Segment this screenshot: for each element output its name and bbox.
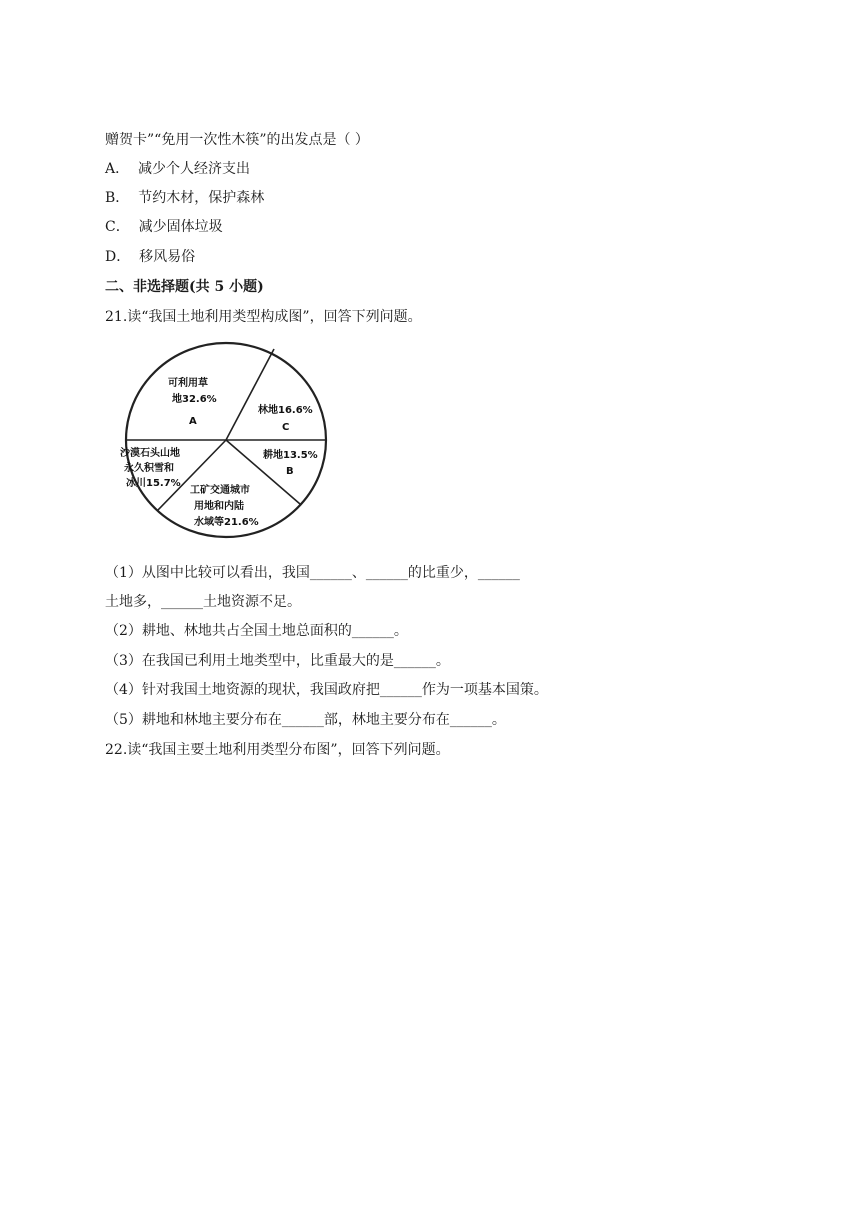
option-a-text: 减少个人经济支出 bbox=[138, 161, 251, 177]
slice-urban-label-line3: 水域等21.6% bbox=[194, 517, 259, 528]
slice-urban-label-line1: 工矿交通城市 bbox=[190, 485, 250, 496]
slice-desert-glacier bbox=[120, 446, 181, 489]
slice-urban-label-line2: 用地和内陆 bbox=[194, 501, 244, 512]
land-use-pie-chart bbox=[112, 340, 342, 550]
option-a-label: A． bbox=[105, 161, 130, 177]
land-use-pie-figure bbox=[112, 340, 342, 550]
question20-stem: 赠贺卡”“免用一次性木筷”的出发点是（ ） bbox=[105, 132, 369, 148]
slice-desert-label-line2: 永久积雪和 bbox=[124, 463, 174, 474]
slice-grassland-letter: A bbox=[189, 416, 197, 427]
slice-farmland-letter: B bbox=[286, 466, 294, 477]
q21-sub1-line2: 土地多，______土地资源不足。 bbox=[105, 594, 301, 610]
slice-grassland-label-line2: 地32.6% bbox=[172, 394, 217, 405]
option-a bbox=[105, 160, 250, 178]
q21-sub4: （4）针对我国土地资源的现状，我国政府把______作为一项基本国策。 bbox=[105, 682, 548, 698]
option-c-label: C． bbox=[105, 219, 130, 235]
q21-sub3: （3）在我国已利用土地类型中，比重最大的是______。 bbox=[105, 653, 450, 669]
question21-stem: 21.读“我国土地利用类型构成图”，回答下列问题。 bbox=[105, 309, 422, 325]
slice-desert-label-line1: 沙漠石头山地 bbox=[120, 448, 180, 459]
q21-sub5: （5）耕地和林地主要分布在______部，林地主要分布在______。 bbox=[105, 712, 506, 728]
option-d bbox=[105, 248, 195, 266]
option-b bbox=[105, 189, 264, 207]
option-c-text: 减少固体垃圾 bbox=[138, 219, 223, 235]
slice-forest-label: 林地16.6% bbox=[258, 405, 313, 416]
option-b-label: B． bbox=[105, 190, 130, 206]
slice-forest-letter: C bbox=[282, 422, 290, 433]
slice-farmland-label: 耕地13.5% bbox=[263, 450, 318, 461]
option-b-text: 节约木材，保护森林 bbox=[138, 190, 265, 206]
option-c bbox=[105, 218, 223, 236]
option-d-label: D． bbox=[105, 249, 131, 265]
q21-sub1-line1: （1）从图中比较可以看出，我国______、______的比重少，______ bbox=[105, 565, 520, 581]
q21-sub2: （2）耕地、林地共占全国土地总面积的______。 bbox=[105, 623, 408, 639]
slice-grassland-label-line1: 可利用草 bbox=[168, 378, 208, 389]
question22-stem: 22.读“我国主要土地利用类型分布图”，回答下列问题。 bbox=[105, 742, 450, 758]
option-d-text: 移风易俗 bbox=[139, 249, 196, 265]
slice-desert-label-line3: 冰川15.7% bbox=[126, 478, 181, 489]
section-title: 二、非选择题(共 5 小题) bbox=[105, 279, 264, 295]
